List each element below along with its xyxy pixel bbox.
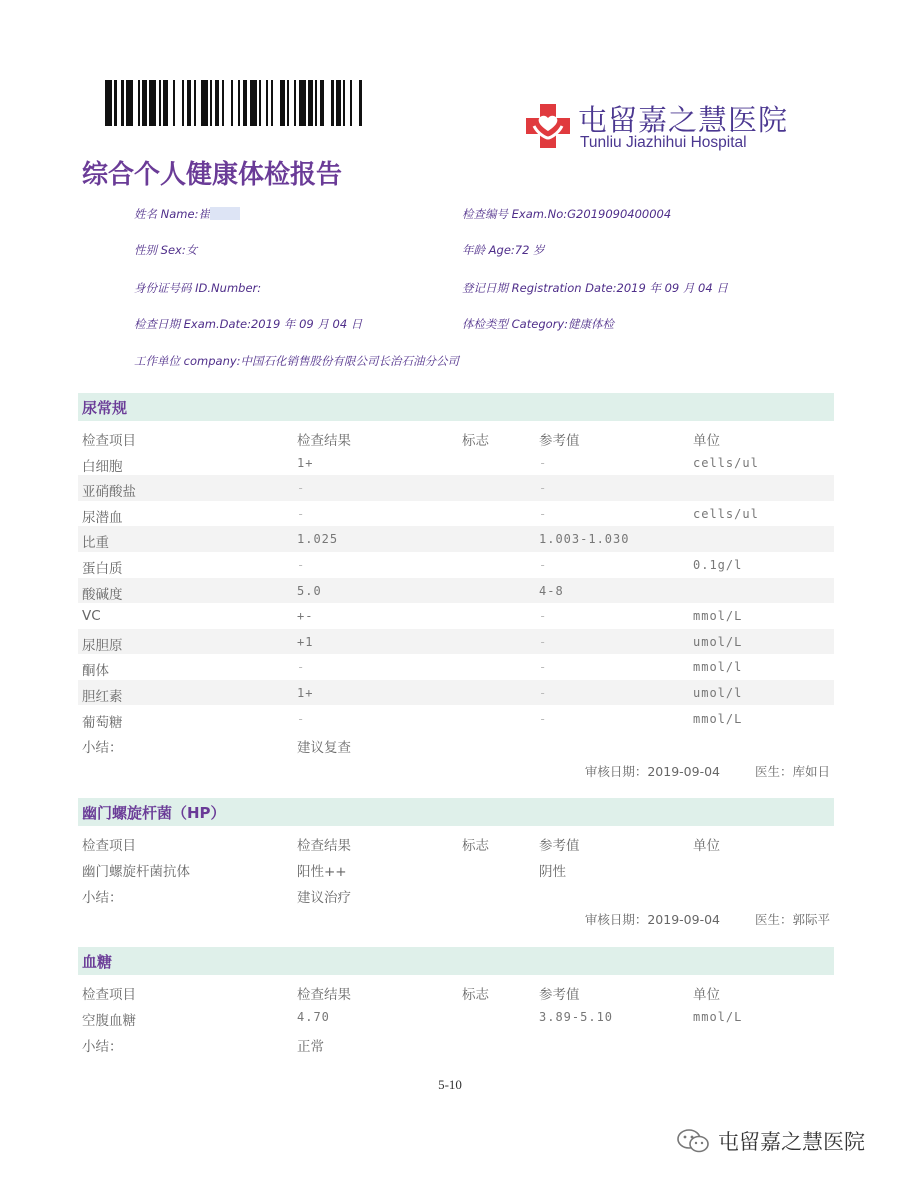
- doctor-value: 库如日: [792, 764, 830, 779]
- item-result: -: [297, 506, 306, 521]
- patient-sex: 性别 Sex:女: [134, 243, 198, 257]
- item-unit: mmol/L: [693, 609, 743, 624]
- summary-label: 小结：: [82, 890, 123, 906]
- item-item: 酮体: [82, 663, 109, 680]
- exam-date: 检查日期 Exam.Date:2019 年 09 月 04 日: [134, 317, 363, 331]
- item-unit: mmol/L: [693, 1010, 743, 1024]
- barcode-bar: [352, 80, 359, 126]
- item-reference: -: [539, 634, 548, 649]
- table-row: [78, 475, 834, 501]
- item-unit: cells/ul: [693, 455, 759, 470]
- item-item: VC: [82, 608, 101, 625]
- item-item: 比重: [82, 535, 109, 552]
- col-flag-header: 标志: [462, 838, 489, 854]
- redacted-block: [210, 207, 240, 220]
- barcode-bar: [126, 80, 133, 126]
- column-header-row: [78, 424, 834, 450]
- audit-date-label: 审核日期：: [584, 764, 648, 779]
- section-title: 血糖: [82, 953, 113, 971]
- barcode: [105, 80, 365, 126]
- table-row: [78, 1004, 834, 1030]
- item-unit: mmol/L: [693, 711, 743, 726]
- item-reference: -: [539, 711, 548, 726]
- barcode-bar: [362, 80, 364, 126]
- summary-text: 建议治疗: [297, 890, 351, 906]
- item-item: 亚硝酸盐: [82, 484, 136, 501]
- item-reference: 阴性: [539, 864, 566, 880]
- patient-age: 年龄 Age:72 岁: [462, 243, 545, 257]
- barcode-bar: [201, 80, 208, 126]
- doctor: [755, 910, 830, 928]
- hospital-name-cn: 屯留嘉之慧医院: [578, 103, 789, 137]
- section-title: 尿常规: [82, 399, 128, 417]
- col-flag-header: 标志: [462, 433, 489, 449]
- page-number: 5-10: [438, 1077, 462, 1092]
- col-reference-header: 参考值: [539, 987, 580, 1003]
- item-item: 葡萄糖: [82, 714, 123, 731]
- col-result-header: 检查结果: [297, 987, 351, 1003]
- column-header-row: [78, 978, 834, 1004]
- barcode-bar: [299, 80, 306, 126]
- item-result: 1+: [297, 685, 314, 700]
- item-item: 白细胞: [82, 458, 123, 475]
- item-reference: -: [539, 455, 548, 470]
- item-reference: 3.89-5.10: [539, 1010, 614, 1024]
- summary-row: [78, 881, 834, 907]
- red-cross-logo-icon: [524, 102, 572, 150]
- hospital-name-en: Tunliu Jiazhihui Hospital: [580, 134, 747, 151]
- item-reference: -: [539, 481, 548, 496]
- summary-label: 小结：: [82, 1039, 123, 1055]
- item-unit: umol/l: [693, 685, 743, 700]
- item-unit: 0.1g/l: [693, 557, 743, 572]
- audit-line: [78, 760, 834, 780]
- exam-number: 检查编号 Exam.No:G2019090400004: [462, 207, 672, 221]
- wechat-icon: [676, 1128, 710, 1154]
- item-result: 阳性++: [297, 864, 347, 880]
- item-result: 4.70: [297, 1010, 330, 1024]
- table-row: [78, 680, 834, 706]
- summary-row: [78, 731, 834, 757]
- id-number: 身份证号码 ID.Number:: [134, 281, 262, 295]
- table-row: [78, 706, 834, 732]
- item-reference: -: [539, 660, 548, 675]
- table-row: [78, 552, 834, 578]
- item-reference: -: [539, 685, 548, 700]
- item-reference: 4-8: [539, 583, 564, 598]
- item-item: 酸碱度: [82, 586, 123, 603]
- patient-name: [134, 206, 240, 222]
- item-name: 幽门螺旋杆菌抗体: [82, 864, 190, 880]
- barcode-bar: [273, 80, 280, 126]
- audit-date-label: 审核日期：: [584, 912, 648, 927]
- barcode-bar: [224, 80, 231, 126]
- summary-row: [78, 1030, 834, 1056]
- item-item: 尿潜血: [82, 509, 123, 526]
- item-reference: -: [539, 506, 548, 521]
- col-item-header: 检查项目: [82, 433, 136, 449]
- item-result: +-: [297, 609, 314, 624]
- barcode-bar: [324, 80, 331, 126]
- col-unit-header: 单位: [693, 433, 720, 449]
- item-reference: -: [539, 609, 548, 624]
- item-result: +1: [297, 634, 314, 649]
- audit-date: [585, 762, 720, 780]
- item-result: -: [297, 711, 306, 726]
- col-result-header: 检查结果: [297, 838, 351, 854]
- col-item-header: 检查项目: [82, 987, 136, 1003]
- doctor: [755, 762, 830, 780]
- summary-label: 小结：: [82, 740, 123, 756]
- col-unit-header: 单位: [693, 838, 720, 854]
- col-reference-header: 参考值: [539, 838, 580, 854]
- item-result: 5.0: [297, 583, 322, 598]
- audit-date-value: 2019-09-04: [647, 912, 720, 927]
- summary-text: 正常: [297, 1039, 324, 1055]
- item-unit: mmol/l: [693, 660, 743, 675]
- item-reference: 1.003-1.030: [539, 532, 630, 547]
- watermark: [676, 1124, 886, 1160]
- doctor-label: 医生：: [754, 764, 793, 779]
- item-result: -: [297, 660, 306, 675]
- section-header-urinalysis: [78, 393, 834, 421]
- column-header-row: [78, 829, 834, 855]
- barcode-bar: [149, 80, 156, 126]
- registration-date: 登记日期 Registration Date:2019 年 09 月 04 日: [462, 281, 728, 295]
- item-unit: umol/L: [693, 634, 743, 649]
- col-reference-header: 参考值: [539, 433, 580, 449]
- doctor-value: 郭际平: [792, 912, 830, 927]
- barcode-bar: [105, 80, 112, 126]
- item-item: 胆红素: [82, 688, 123, 705]
- section-header-hp: [78, 798, 834, 826]
- item-item: 尿胆原: [82, 637, 123, 654]
- table-row: [78, 629, 834, 655]
- barcode-bar: [250, 80, 257, 126]
- audit-line: [78, 908, 834, 928]
- item-result: -: [297, 481, 306, 496]
- table-row: [78, 526, 834, 552]
- col-result-header: 检查结果: [297, 433, 351, 449]
- summary-text: 建议复查: [297, 740, 351, 756]
- section-title: 幽门螺旋杆菌（HP）: [82, 804, 226, 822]
- exam-category: 体检类型 Category:健康体检: [462, 317, 615, 331]
- col-flag-header: 标志: [462, 987, 489, 1003]
- table-row: [78, 855, 834, 881]
- section-header-blood-glucose: [78, 947, 834, 975]
- col-item-header: 检查项目: [82, 838, 136, 854]
- hospital-logo: [524, 98, 824, 158]
- table-row: [78, 654, 834, 680]
- item-name: 空腹血糖: [82, 1013, 136, 1029]
- audit-date-value: 2019-09-04: [647, 764, 720, 779]
- watermark-text: 屯留嘉之慧医院: [718, 1130, 865, 1154]
- table-row: [78, 603, 834, 629]
- barcode-bar: [175, 80, 182, 126]
- table-row: [78, 450, 834, 476]
- table-row: [78, 578, 834, 604]
- work-company: 工作单位 company:中国石化销售股份有限公司长治石油分公司: [134, 354, 460, 368]
- patient-name-text: 姓名 Name:崔: [134, 207, 210, 221]
- item-result: 1+: [297, 455, 314, 470]
- item-result: -: [297, 557, 306, 572]
- doctor-label: 医生：: [754, 912, 793, 927]
- audit-date: [585, 910, 720, 928]
- item-reference: -: [539, 557, 548, 572]
- report-title: 综合个人健康体检报告: [82, 160, 343, 190]
- item-result: 1.025: [297, 532, 339, 547]
- table-row: [78, 501, 834, 527]
- col-unit-header: 单位: [693, 987, 720, 1003]
- item-item: 蛋白质: [82, 560, 123, 577]
- item-unit: cells/ul: [693, 506, 759, 521]
